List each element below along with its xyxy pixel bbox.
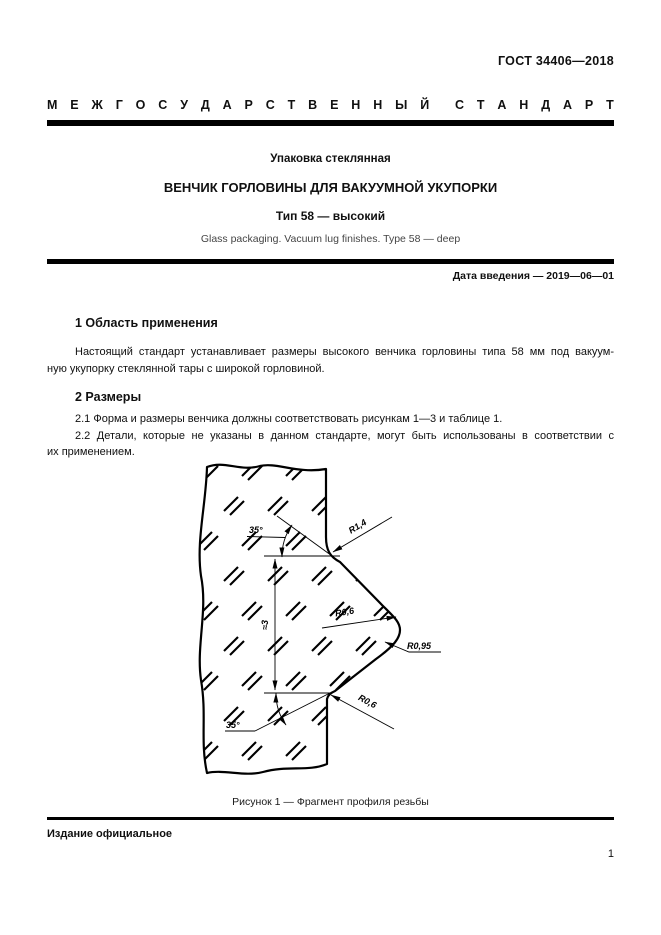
radius-corner-label: R0,6 (356, 691, 379, 710)
radius-tip-label: R0,6 (334, 605, 355, 618)
radius-top-label: R1,4 (346, 516, 369, 536)
footer-divider-bar (47, 817, 614, 820)
clause-2-1: 2.1 Форма и размеры венчика должны соответствовать рисункам 1—3 и таблице 1. (75, 413, 503, 425)
main-title: ВЕНЧИК ГОРЛОВИНЫ ДЛЯ ВАКУУМНОЙ УКУПОРКИ (163, 180, 498, 195)
official-edition-note: Издание официальное (47, 827, 173, 840)
doc-code: ГОСТ 34406—2018 (497, 54, 614, 68)
section-1-paragraph-line-2: ную укупорку стеклянной тары с широкой горловиной. (47, 362, 325, 375)
section-1-paragraph-line-1: Настоящий стандарт устанавливает размеры высокого венчика горловины типа 58 мм под вакуум- (75, 346, 614, 358)
angle-top-label: 35° (249, 524, 263, 535)
top-divider-bar (47, 120, 614, 126)
english-title: Glass packaging. Vacuum lug finishes. Type 58 — deep (200, 233, 461, 245)
standard-type-heading: М Е Ж Г О С У Д А Р С Т В Е Н Н Ы Й С Т А Н Д А Р Т (47, 98, 614, 112)
height-dim-label: ≈3 (260, 619, 270, 630)
radius-tip-lower-label: R0,95 (407, 640, 432, 651)
type-line: Тип 58 — высокий (275, 209, 386, 223)
figure-caption: Рисунок 1 — Фрагмент профиля резьбы (232, 795, 429, 808)
effective-date: Дата введения — 2019—06—01 (452, 270, 614, 282)
title-divider-bar (47, 259, 614, 264)
figure-1-drawing (185, 451, 515, 794)
angle-bottom-label: 35° (226, 719, 240, 730)
section-1-heading: 1 Область применения (75, 316, 218, 330)
subject-line: Упаковка стеклянная (270, 153, 391, 165)
clause-2-2-line-1: 2.2 Детали, которые не указаны в данном стандарте, могут быть использованы в соответствии с (75, 429, 614, 442)
clause-2-2-line-2: их применением. (47, 446, 135, 458)
page-number: 1 (607, 847, 614, 860)
section-2-heading: 2 Размеры (75, 390, 142, 404)
